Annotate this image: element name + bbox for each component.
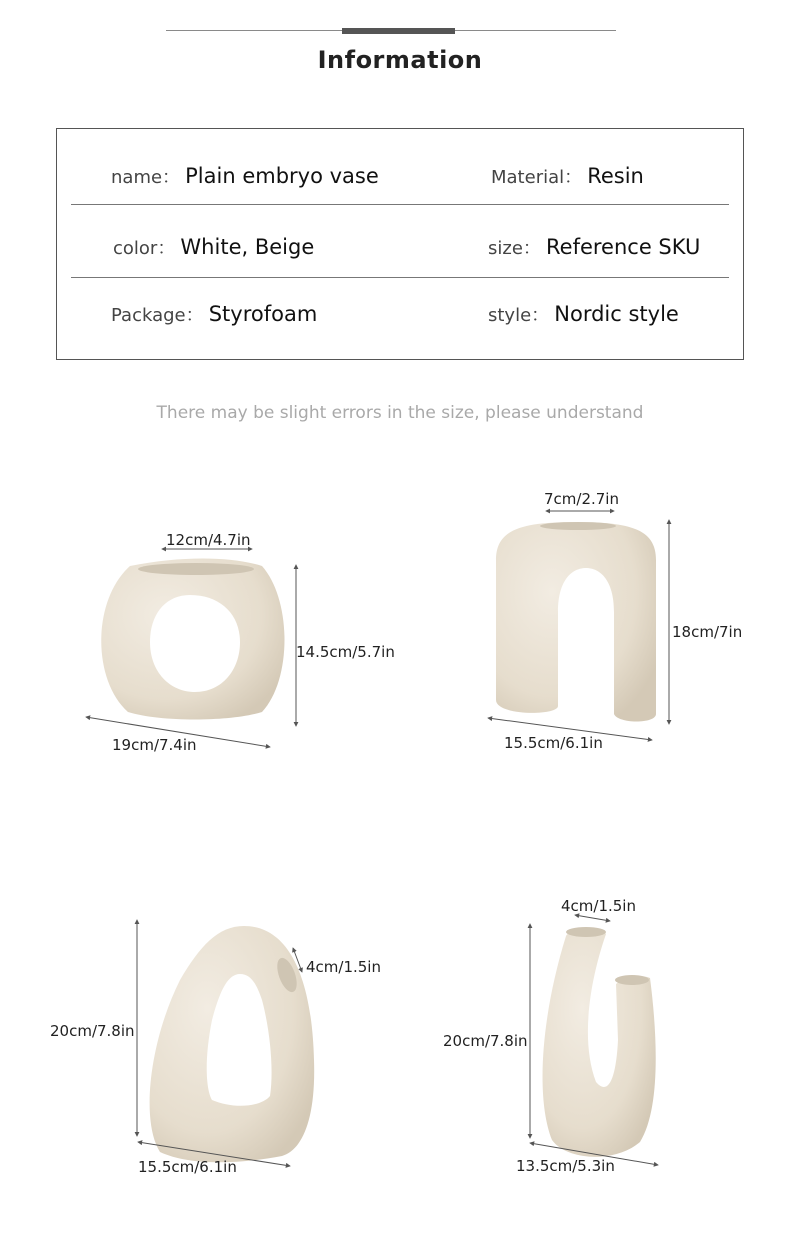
- vase-arch-image: [496, 522, 656, 722]
- vase1-height-dimension: 14.5cm/5.7in: [296, 643, 395, 661]
- vase2-height-dimension: 18cm/7in: [672, 623, 743, 641]
- color-label: color：: [113, 238, 176, 259]
- dimension-line: [575, 915, 610, 921]
- vase1-width-dimension: 19cm/7.4in: [112, 736, 197, 754]
- vase3-height-dimension: 20cm/7.8in: [50, 1022, 135, 1040]
- name-value: Plain embryo vase: [185, 164, 379, 188]
- vase4-opening-dimension: 4cm/1.5in: [561, 897, 636, 915]
- name-label: name：: [111, 167, 181, 188]
- page-title: Information: [317, 46, 483, 74]
- size-disclaimer: There may be slight errors in the size, please understand: [156, 403, 644, 423]
- material-value: Resin: [587, 164, 644, 188]
- package-value: Styrofoam: [208, 302, 318, 326]
- package-label: Package：: [111, 305, 204, 326]
- vase4-width-dimension: 13.5cm/5.3in: [516, 1157, 615, 1175]
- color-value: White, Beige: [180, 235, 315, 259]
- material-label: Material：: [491, 167, 583, 188]
- size-label: size：: [488, 238, 541, 259]
- style-label: style：: [488, 305, 550, 326]
- vase2-top-dimension: 7cm/2.7in: [544, 490, 619, 508]
- vase2-width-dimension: 15.5cm/6.1in: [504, 734, 603, 752]
- vase3-opening-dimension: 4cm/1.5in: [306, 958, 381, 976]
- vase1-top-dimension: 12cm/4.7in: [166, 531, 251, 549]
- style-value: Nordic style: [554, 302, 679, 326]
- size-value: Reference SKU: [546, 235, 701, 259]
- vase-teardrop-image: [150, 926, 315, 1162]
- vase-j-shape-image: [543, 927, 656, 1157]
- vase-donut-image: [101, 559, 284, 720]
- vase4-height-dimension: 20cm/7.8in: [443, 1032, 528, 1050]
- vase3-width-dimension: 15.5cm/6.1in: [138, 1158, 237, 1176]
